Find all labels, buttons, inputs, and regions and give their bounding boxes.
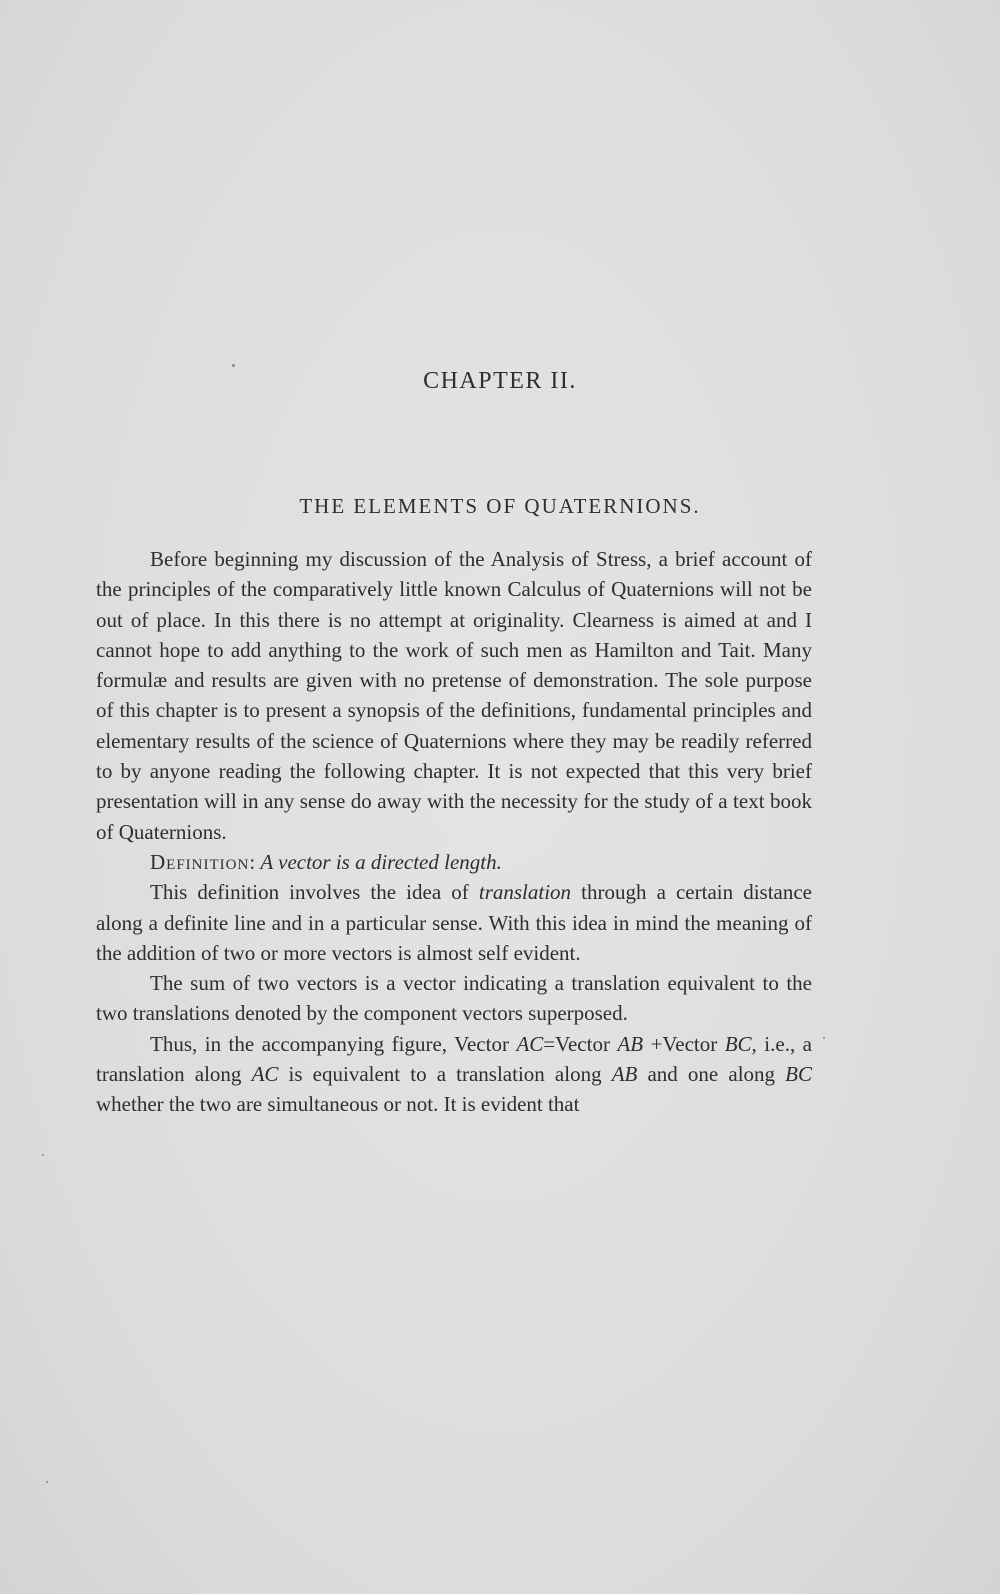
text-run: Thus, in the accompanying figure, Vector — [150, 1031, 517, 1056]
paragraph-definition — [96, 847, 812, 877]
math-ac: AC — [516, 1031, 544, 1056]
chapter-heading: CHAPTER II. — [423, 368, 577, 394]
math-ac: AC — [251, 1062, 279, 1087]
math-bc: BC — [724, 1031, 752, 1056]
math-bc: BC — [785, 1062, 812, 1087]
chapter-title: THE ELEMENTS OF QUATERNIONS. — [299, 494, 701, 518]
paragraph-figure-example — [96, 1029, 812, 1120]
text-run: , i.e., a translation along — [96, 1031, 812, 1087]
text-run: This definition involves the idea of — [150, 880, 479, 905]
paper-speck — [46, 1481, 48, 1483]
text-run: =Vector — [543, 1031, 618, 1056]
math-ab: AB — [611, 1062, 638, 1087]
math-ab: AB — [617, 1031, 644, 1056]
text-run: through a certain distance along a definite line and in a particular sense. With this idea in mind the meaning of the addition of two or more vectors is almost self evident. — [96, 880, 813, 965]
paper-speck — [232, 364, 235, 367]
definition-text: A vector is a directed length. — [260, 849, 502, 874]
definition-label: Definition — [150, 849, 250, 874]
emphasis-translation: translation — [478, 880, 572, 905]
paragraph-translation — [96, 877, 812, 968]
text-run: and one along — [637, 1062, 786, 1087]
text-run: +Vector — [643, 1031, 725, 1056]
text-run: whether the two are simultaneous or not. It is evident that — [96, 1092, 580, 1117]
text-run: is equivalent to a translation along — [278, 1062, 612, 1087]
definition-colon: : — [249, 849, 256, 874]
paragraph-introduction: Before beginning my discussion of the Analysis of Stress, a brief account of the principles of the comparatively little known Calculus of Quaternions will not be out of place. In this there is no attempt at originality. Clearness is aimed at and I cannot hope to add anything to the work of such men as Hamilton and Tait. Many formulæ and results are given with no pretense of demonstration. The sole purpose of this chapter is to present a synopsis of the definitions, fundamental principles and elementary results of the science of Quaternions where they may be readily referred to by anyone reading the following chapter. It is not expected that this very brief presentation will in any sense do away with the necessity for the study of a text book of Quaternions. — [96, 547, 812, 844]
paper-speck — [42, 1154, 44, 1156]
paragraph-vector-sum: The sum of two vectors is a vector indicating a translation equivalent to the two translations denoted by the component vectors superposed. — [96, 971, 812, 1026]
paper-speck — [823, 1037, 825, 1039]
body-text — [96, 544, 812, 1120]
